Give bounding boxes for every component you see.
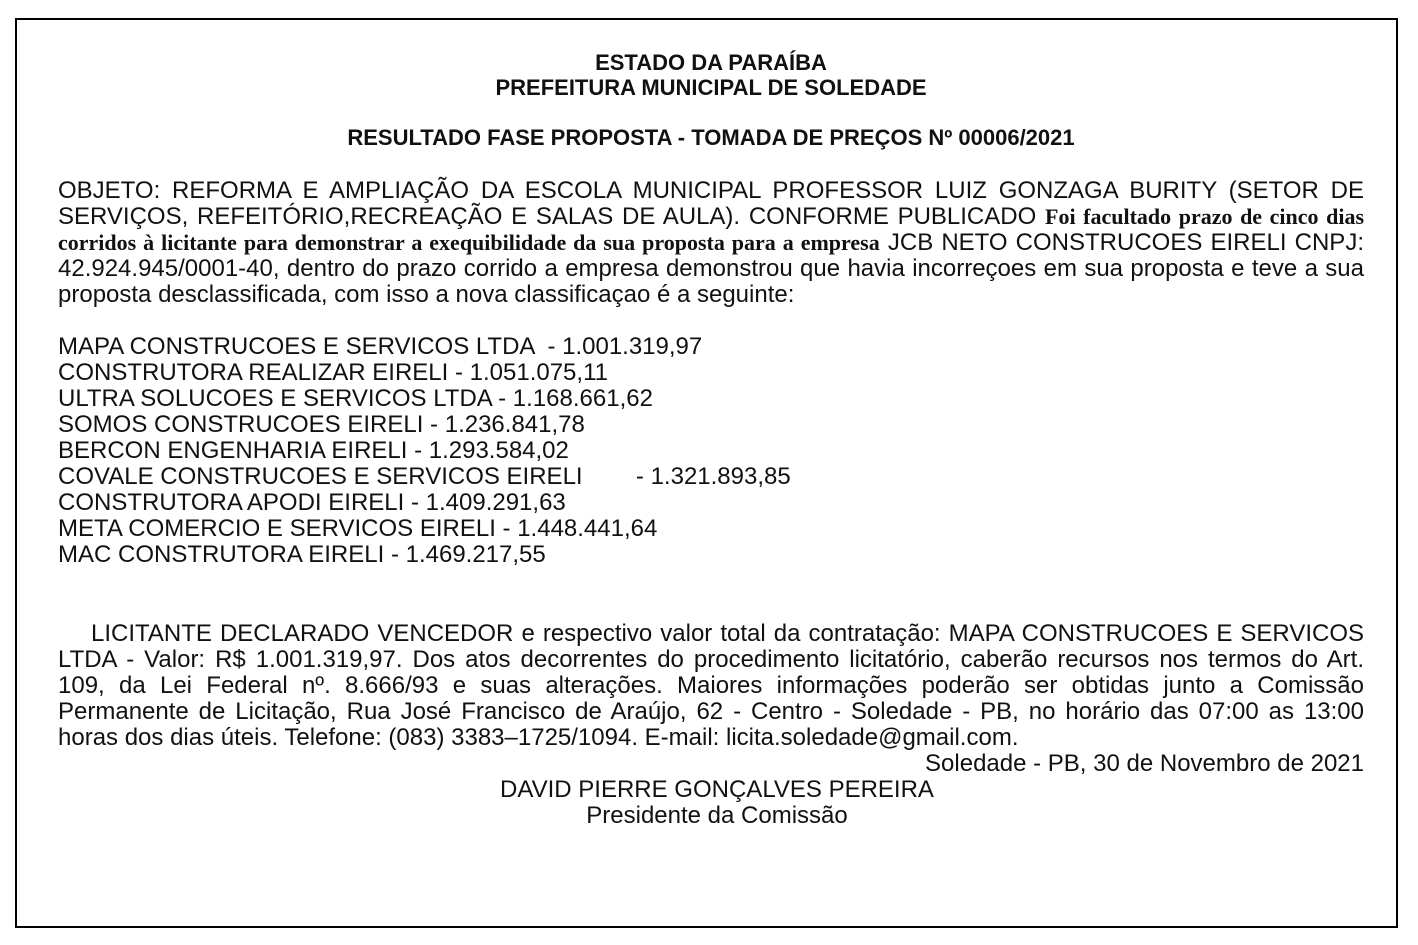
- objeto-paragraph: [58, 178, 1364, 308]
- header-municipality: PREFEITURA MUNICIPAL DE SOLEDADE: [495, 75, 927, 100]
- list-item: CONSTRUTORA REALIZAR EIRELI - 1.051.075,11: [58, 359, 608, 386]
- list-item: META COMERCIO E SERVICOS EIRELI - 1.448.441,64: [58, 515, 658, 542]
- place-date: Soledade - PB, 30 de Novembro de 2021: [925, 750, 1364, 777]
- list-item: MAC CONSTRUTORA EIRELI - 1.469.217,55: [58, 541, 546, 568]
- signatory-name: DAVID PIERRE GONÇALVES PEREIRA: [500, 776, 934, 803]
- classification-list: [58, 334, 1364, 568]
- list-item: COVALE CONSTRUCOES E SERVICOS EIRELI - 1.321.893,85: [58, 463, 791, 490]
- notice-frame: [15, 18, 1398, 928]
- winner-text: LICITANTE DECLARADO VENCEDOR e respectivo valor total da contratação: MAPA CONSTRUCOES E SERVICOS LTDA - Valor: R$ 1.001.319,97. Dos atos decorrentes do procedimento licitatório, caberão recursos nos termos do Art. 109, da Lei Federal nº. 8.666/93 e suas alterações. Maiores informações poderão ser obtidas junto a Comissão Permanente de Licitação, Rua José Francisco de Araújo, 62 - Centro - Soledade - PB, no horário das 07:00 as 13:00 horas dos dias úteis. Telefone: (083) 3383–1725/1094. E-mail: licita.soledade@gmail.com.: [58, 620, 1364, 751]
- list-item: SOMOS CONSTRUCOES EIRELI - 1.236.841,78: [58, 411, 585, 438]
- objeto-text-start: OBJETO: REFORMA E AMPLIAÇÃO DA ESCOLA MUNICIPAL PROFESSOR LUIZ GONZAGA BURITY (SETOR DE SERVIÇOS, REFEITÓRIO,RECREAÇÃO E SALAS DE AULA). CONFORME PUBLICADO: [58, 177, 1364, 230]
- objeto-text-end: JCB NETO CONSTRUCOES EIRELI CNPJ: 42.924.945/0001-40, dentro do prazo corrido a empresa demonstrou que havia incorreçoes em sua proposta e teve a sua proposta desclassificada, com isso a nova classificaçao é a seguinte:: [58, 229, 1364, 308]
- list-item: CONSTRUTORA APODI EIRELI - 1.409.291,63: [58, 489, 566, 516]
- signatory-role: Presidente da Comissão: [586, 802, 848, 829]
- winner-paragraph: [58, 621, 1364, 751]
- objeto-text-bold: Foi facultado prazo de cinco dias corridos à licitante para demonstrar a exequibilidade da sua proposta para a empresa: [58, 204, 1364, 255]
- header-state: ESTADO DA PARAÍBA: [595, 50, 827, 75]
- notice-title: RESULTADO FASE PROPOSTA - TOMADA DE PREÇOS Nº 00006/2021: [347, 125, 1075, 150]
- list-item: BERCON ENGENHARIA EIRELI - 1.293.584,02: [58, 437, 569, 464]
- list-item: ULTRA SOLUCOES E SERVICOS LTDA - 1.168.661,62: [58, 385, 653, 412]
- notice-document: [58, 50, 1364, 829]
- list-item: MAPA CONSTRUCOES E SERVICOS LTDA - 1.001.319,97: [58, 333, 703, 360]
